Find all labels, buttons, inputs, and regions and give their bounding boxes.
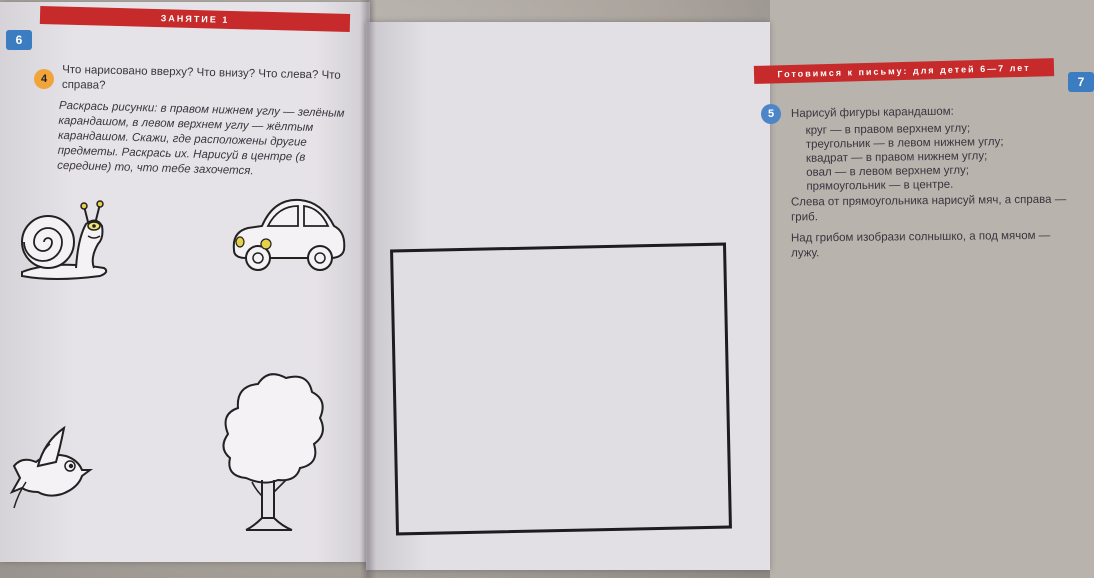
shape-list-item: квадрат — в правом нижнем углу; <box>805 150 988 165</box>
bird-drawing <box>8 422 92 512</box>
drawing-area-frame[interactable] <box>390 243 732 536</box>
book-gutter <box>360 0 376 578</box>
task-4-question: Что нарисовано вверху? Что внизу? Что слева? Что справа? <box>61 63 341 92</box>
right-header-bar: Готовимся к письму: для детей 6—7 лет <box>754 58 1054 84</box>
shape-list-item: круг — в правом верхнем углу; <box>805 122 971 137</box>
task-4-badge: 4 <box>34 69 54 89</box>
task-4-text: Раскрась рисунки: в правом нижнем углу — зелёным карандашом, в левом верхнем углу — жёлтым карандашом. Скажи, где расположены другие предметы. Раскрась их. Нарисуй в центре (в середине) то, что тебе захочется. <box>57 99 345 178</box>
task-5-instruction-2: Над грибом изобрази солнышко, а под мячом — лужу. <box>790 229 1051 260</box>
left-page-number: 6 <box>6 30 32 50</box>
shape-list-item: овал — в левом верхнем углу; <box>806 164 970 179</box>
left-header-bar: ЗАНЯТИЕ 1 <box>40 6 350 32</box>
tree-drawing <box>216 368 328 540</box>
task-5-badge: 5 <box>761 104 781 124</box>
shape-list-item: прямоугольник — в центре. <box>806 178 954 193</box>
right-page-number: 7 <box>1068 72 1094 92</box>
task-5-instruction-1: Слева от прямоугольника нарисуй мяч, а справа — гриб. <box>790 193 1067 224</box>
task-5-intro: Нарисуй фигуры карандашом: <box>790 105 954 120</box>
car-drawing <box>226 192 350 278</box>
shape-list-item: треугольник — в левом нижнем углу; <box>805 136 1004 151</box>
shape-list <box>806 120 1067 194</box>
left-page <box>0 2 370 562</box>
snail-drawing <box>14 198 114 282</box>
